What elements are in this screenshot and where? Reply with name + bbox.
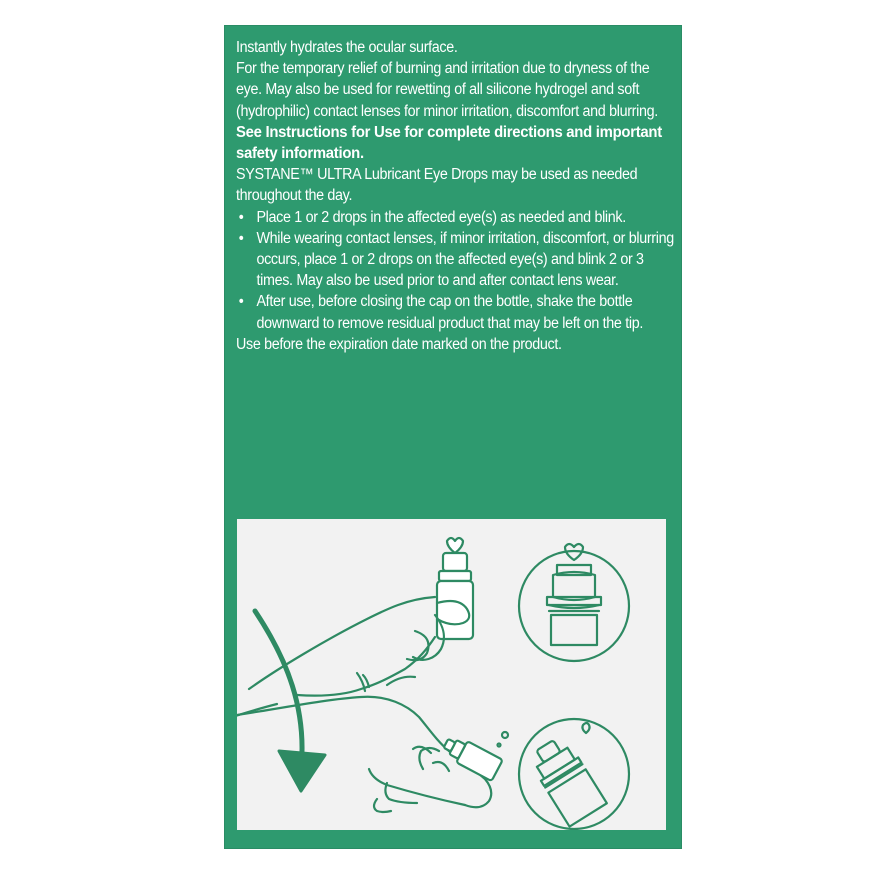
- bottle-cap-detail-icon: [519, 544, 629, 661]
- expiration-note: Use before the expiration date marked on the product.: [236, 335, 562, 353]
- usage-bullet: [236, 291, 676, 333]
- lower-hand-icon: [237, 697, 508, 812]
- intro-line-2: For the temporary relief of burning and irritation due to dryness of the eye. May also be used for rewetting of all silicone hydrogel and soft (hydrophilic) contact lenses for minor irritation, discomfort and blurring.: [236, 60, 658, 120]
- bullet-icon: •: [238, 293, 244, 311]
- hand-holding-bottle-icon: [237, 538, 473, 717]
- usage-bullet-list: [236, 207, 676, 334]
- shake-down-arrow-icon: [255, 611, 325, 791]
- instructions-panel: [224, 25, 682, 849]
- usage-intro: SYSTANE™ ULTRA Lubricant Eye Drops may be used as needed throughout the day.: [236, 166, 638, 205]
- usage-bullet: [236, 228, 676, 292]
- illustration-svg: [237, 519, 666, 830]
- bullet-text: Place 1 or 2 drops in the affected eye(s) as needed and blink.: [256, 208, 626, 226]
- intro-line-1: Instantly hydrates the ocular surface.: [236, 39, 458, 56]
- usage-bullet: [236, 207, 676, 228]
- bullet-icon: •: [238, 229, 244, 247]
- bullet-text: After use, before closing the cap on the bottle, shake the bottle downward to remove residual product that may be left on the tip.: [256, 293, 643, 332]
- directions-text: [236, 37, 676, 355]
- usage-illustration: [237, 519, 666, 830]
- bottle-tip-drop-icon: [519, 719, 629, 829]
- bullet-text: While wearing contact lenses, if minor irritation, discomfort, or blurring occurs, place 1 or 2 drops on the affected eye(s) and blink 2 or 3 times. May also be used prior to and after contact lens wear.: [256, 229, 674, 290]
- safety-warning: See Instructions for Use for complete directions and important safety information.: [236, 123, 662, 163]
- bullet-icon: •: [238, 208, 244, 226]
